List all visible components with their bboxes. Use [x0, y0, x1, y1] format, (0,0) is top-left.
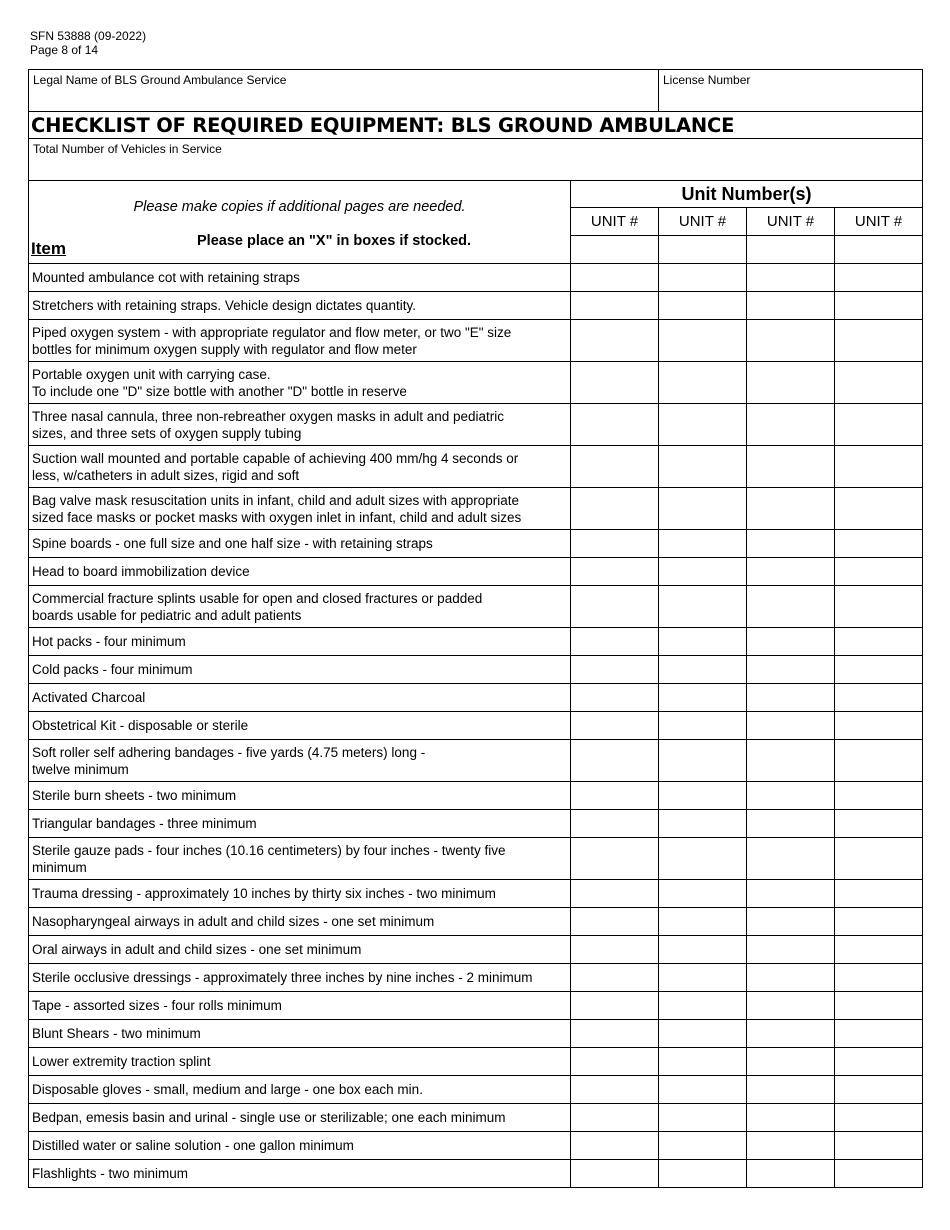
stocked-checkbox-cell[interactable]: [747, 838, 835, 880]
table-row: [29, 1132, 923, 1160]
table-row: [29, 1104, 923, 1132]
item-label-line: Oral airways in adult and child sizes - one set minimum: [32, 942, 362, 957]
equipment-table: [28, 180, 923, 1188]
stocked-checkbox-cell[interactable]: [835, 880, 923, 908]
item-label: [29, 1160, 571, 1188]
stocked-checkbox-cell[interactable]: [659, 628, 747, 656]
stocked-checkbox-cell[interactable]: [659, 488, 747, 530]
stocked-checkbox-cell[interactable]: [571, 446, 659, 488]
item-label: [29, 992, 571, 1020]
item-label-line: Hot packs - four minimum: [32, 634, 186, 649]
stocked-checkbox-cell[interactable]: [659, 838, 747, 880]
item-label: [29, 712, 571, 740]
stocked-checkbox-cell[interactable]: [659, 1020, 747, 1048]
stocked-checkbox-cell[interactable]: [659, 810, 747, 838]
stocked-checkbox-cell[interactable]: [571, 1160, 659, 1188]
item-label: [29, 936, 571, 964]
table-row: [29, 1048, 923, 1076]
stocked-checkbox-cell[interactable]: [571, 992, 659, 1020]
stocked-checkbox-cell[interactable]: [747, 712, 835, 740]
stocked-checkbox-cell[interactable]: [571, 264, 659, 292]
stocked-checkbox-cell[interactable]: [571, 1076, 659, 1104]
table-row: [29, 446, 923, 488]
item-label-line: Head to board immobilization device: [32, 564, 250, 579]
stocked-checkbox-cell[interactable]: [571, 656, 659, 684]
stocked-checkbox-cell[interactable]: [571, 908, 659, 936]
item-label: [29, 586, 571, 628]
item-label: [29, 1076, 571, 1104]
item-label-line: boards usable for pediatric and adult patients: [32, 607, 302, 623]
table-row: [29, 1076, 923, 1104]
item-label-line: Nasopharyngeal airways in adult and child sizes - one set minimum: [32, 914, 435, 929]
stocked-checkbox-cell[interactable]: [659, 446, 747, 488]
place-x-instruction: Please place an "X" in boxes if stocked.: [197, 233, 472, 249]
table-row: [29, 292, 923, 320]
stocked-checkbox-cell[interactable]: [747, 1076, 835, 1104]
stocked-checkbox-cell[interactable]: [571, 782, 659, 810]
copies-instruction: Please make copies if additional pages are needed.: [133, 199, 466, 215]
stocked-checkbox-cell[interactable]: [571, 964, 659, 992]
item-label: [29, 446, 571, 488]
stocked-checkbox-cell[interactable]: [571, 1104, 659, 1132]
stocked-checkbox-cell[interactable]: [571, 936, 659, 964]
stocked-checkbox-cell[interactable]: [659, 1132, 747, 1160]
stocked-checkbox-cell[interactable]: [835, 446, 923, 488]
form-header: [30, 29, 146, 57]
stocked-checkbox-cell[interactable]: [659, 1048, 747, 1076]
stocked-checkbox-cell[interactable]: [747, 628, 835, 656]
stocked-checkbox-cell[interactable]: [747, 320, 835, 362]
stocked-checkbox-cell[interactable]: [571, 880, 659, 908]
stocked-checkbox-cell[interactable]: [659, 992, 747, 1020]
item-label-line: Disposable gloves - small, medium and large - one box each min.: [32, 1082, 423, 1097]
stocked-checkbox-cell[interactable]: [747, 1020, 835, 1048]
item-label: [29, 782, 571, 810]
stocked-checkbox-cell[interactable]: [659, 558, 747, 586]
table-row: [29, 684, 923, 712]
stocked-checkbox-cell[interactable]: [747, 964, 835, 992]
stocked-checkbox-cell[interactable]: [747, 530, 835, 558]
item-label-line: Bedpan, emesis basin and urinal - single use or sterilizable; one each minimum: [32, 1110, 506, 1125]
stocked-checkbox-cell[interactable]: [747, 992, 835, 1020]
stocked-checkbox-cell[interactable]: [835, 656, 923, 684]
item-label-line: sized face masks or pocket masks with oxygen inlet in infant, child and adult sizes: [32, 509, 522, 525]
item-label-line: Activated Charcoal: [32, 690, 146, 705]
stocked-checkbox-cell[interactable]: [659, 684, 747, 712]
stocked-checkbox-cell[interactable]: [659, 292, 747, 320]
stocked-checkbox-cell[interactable]: [835, 586, 923, 628]
stocked-checkbox-cell[interactable]: [659, 656, 747, 684]
stocked-checkbox-cell[interactable]: [835, 488, 923, 530]
table-row: [29, 964, 923, 992]
item-label: [29, 628, 571, 656]
stocked-checkbox-cell[interactable]: [835, 320, 923, 362]
item-label: [29, 880, 571, 908]
form-id: SFN 53888 (09-2022): [30, 29, 147, 43]
table-row: [29, 712, 923, 740]
page-number: Page 8 of 14: [30, 43, 99, 57]
stocked-checkbox-cell[interactable]: [571, 628, 659, 656]
table-row: [29, 908, 923, 936]
item-label: [29, 1132, 571, 1160]
stocked-checkbox-cell[interactable]: [571, 838, 659, 880]
stocked-checkbox-cell[interactable]: [571, 684, 659, 712]
stocked-checkbox-cell[interactable]: [571, 292, 659, 320]
table-row: [29, 838, 923, 880]
item-label-line: Sterile burn sheets - two minimum: [32, 788, 237, 803]
unit-number-input[interactable]: [747, 235, 835, 263]
unit-numbers-header: Unit Number(s): [571, 181, 923, 208]
stocked-checkbox-cell[interactable]: [747, 446, 835, 488]
item-label-line: Obstetrical Kit - disposable or sterile: [32, 718, 249, 733]
item-label-line: Soft roller self adhering bandages - five yards (4.75 meters) long -: [32, 744, 426, 760]
item-label-line: Tape - assorted sizes - four rolls minimum: [32, 998, 282, 1013]
stocked-checkbox-cell[interactable]: [835, 362, 923, 404]
stocked-checkbox-cell[interactable]: [659, 908, 747, 936]
item-label-line: Spine boards - one full size and one half size - with retaining straps: [32, 536, 433, 551]
stocked-checkbox-cell[interactable]: [747, 684, 835, 712]
unit-number-input[interactable]: [835, 235, 923, 263]
item-label-line: Lower extremity traction splint: [32, 1054, 211, 1069]
stocked-checkbox-cell[interactable]: [747, 1048, 835, 1076]
stocked-checkbox-cell[interactable]: [659, 320, 747, 362]
table-row: [29, 880, 923, 908]
item-label: [29, 740, 571, 782]
stocked-checkbox-cell[interactable]: [747, 558, 835, 586]
item-label: [29, 810, 571, 838]
item-label-line: Mounted ambulance cot with retaining straps: [32, 270, 300, 285]
stocked-checkbox-cell[interactable]: [659, 264, 747, 292]
stocked-checkbox-cell[interactable]: [571, 530, 659, 558]
item-label-line: Cold packs - four minimum: [32, 662, 193, 677]
item-label: [29, 320, 571, 362]
unit-column-label: UNIT #: [835, 208, 923, 235]
stocked-checkbox-cell[interactable]: [835, 810, 923, 838]
item-label-line: Bag valve mask resuscitation units in infant, child and adult sizes with appropriate: [32, 492, 520, 508]
item-label-line: Piped oxygen system - with appropriate regulator and flow meter, or two "E" size: [32, 324, 512, 340]
stocked-checkbox-cell[interactable]: [747, 404, 835, 446]
unit-number-input[interactable]: [659, 235, 747, 263]
stocked-checkbox-cell[interactable]: [659, 964, 747, 992]
item-label: [29, 292, 571, 320]
stocked-checkbox-cell[interactable]: [835, 628, 923, 656]
item-label: [29, 908, 571, 936]
item-label: [29, 964, 571, 992]
item-label-line: sizes, and three sets of oxygen supply tubing: [32, 425, 302, 441]
stocked-checkbox-cell[interactable]: [835, 1048, 923, 1076]
legal-name-field[interactable]: [29, 70, 659, 112]
stocked-checkbox-cell[interactable]: [835, 292, 923, 320]
item-label-line: Sterile occlusive dressings - approximately three inches by nine inches - 2 minimum: [32, 970, 533, 985]
table-row: [29, 810, 923, 838]
stocked-checkbox-cell[interactable]: [835, 1020, 923, 1048]
stocked-checkbox-cell[interactable]: [835, 530, 923, 558]
stocked-checkbox-cell[interactable]: [571, 1020, 659, 1048]
item-label-line: Sterile gauze pads - four inches (10.16 centimeters) by four inches - twenty five: [32, 842, 506, 858]
unit-column-label: UNIT #: [747, 208, 835, 235]
stocked-checkbox-cell[interactable]: [571, 712, 659, 740]
stocked-checkbox-cell[interactable]: [747, 908, 835, 936]
total-vehicles-label: Total Number of Vehicles in Service: [33, 142, 222, 156]
item-label: [29, 1104, 571, 1132]
item-label-line: twelve minimum: [32, 761, 129, 777]
stocked-checkbox-cell[interactable]: [747, 656, 835, 684]
table-row: [29, 628, 923, 656]
item-label-line: To include one "D" size bottle with another "D" bottle in reserve: [32, 383, 407, 399]
stocked-checkbox-cell[interactable]: [835, 684, 923, 712]
table-row: [29, 1020, 923, 1048]
legal-name-label: Legal Name of BLS Ground Ambulance Service: [33, 73, 287, 87]
stocked-checkbox-cell[interactable]: [659, 530, 747, 558]
stocked-checkbox-cell[interactable]: [659, 586, 747, 628]
stocked-checkbox-cell[interactable]: [747, 740, 835, 782]
item-header-cell: [29, 181, 571, 264]
table-row: [29, 320, 923, 362]
stocked-checkbox-cell[interactable]: [747, 936, 835, 964]
stocked-checkbox-cell[interactable]: [571, 488, 659, 530]
item-label: [29, 488, 571, 530]
stocked-checkbox-cell[interactable]: [835, 908, 923, 936]
item-label-line: Suction wall mounted and portable capable of achieving 400 mm/hg 4 seconds or: [32, 450, 519, 466]
stocked-checkbox-cell[interactable]: [747, 292, 835, 320]
stocked-checkbox-cell[interactable]: [747, 810, 835, 838]
stocked-checkbox-cell[interactable]: [835, 264, 923, 292]
item-label: [29, 558, 571, 586]
item-label-line: bottles for minimum oxygen supply with regulator and flow meter: [32, 341, 417, 357]
stocked-checkbox-cell[interactable]: [835, 1132, 923, 1160]
stocked-checkbox-cell[interactable]: [747, 1104, 835, 1132]
table-row: [29, 362, 923, 404]
stocked-checkbox-cell[interactable]: [659, 712, 747, 740]
stocked-checkbox-cell[interactable]: [659, 362, 747, 404]
table-row: [29, 488, 923, 530]
item-label-line: Trauma dressing - approximately 10 inches by thirty six inches - two minimum: [32, 886, 496, 901]
license-number-label: License Number: [663, 73, 751, 87]
table-row: [29, 992, 923, 1020]
form-frame: [28, 69, 922, 1188]
stocked-checkbox-cell[interactable]: [747, 586, 835, 628]
stocked-checkbox-cell[interactable]: [747, 782, 835, 810]
unit-number-input[interactable]: [571, 235, 659, 263]
header-table: [28, 69, 923, 181]
table-row: [29, 264, 923, 292]
table-row: [29, 740, 923, 782]
stocked-checkbox-cell[interactable]: [571, 740, 659, 782]
stocked-checkbox-cell[interactable]: [659, 1104, 747, 1132]
stocked-checkbox-cell[interactable]: [659, 880, 747, 908]
stocked-checkbox-cell[interactable]: [835, 1160, 923, 1188]
stocked-checkbox-cell[interactable]: [747, 1160, 835, 1188]
stocked-checkbox-cell[interactable]: [835, 936, 923, 964]
stocked-checkbox-cell[interactable]: [571, 1048, 659, 1076]
table-row: [29, 404, 923, 446]
stocked-checkbox-cell[interactable]: [835, 964, 923, 992]
item-label: [29, 684, 571, 712]
stocked-checkbox-cell[interactable]: [835, 558, 923, 586]
stocked-checkbox-cell[interactable]: [571, 404, 659, 446]
unit-column-label: UNIT #: [659, 208, 747, 235]
item-label: [29, 404, 571, 446]
table-row: [29, 530, 923, 558]
table-row: [29, 782, 923, 810]
stocked-checkbox-cell[interactable]: [747, 362, 835, 404]
table-row: [29, 586, 923, 628]
item-column-header: Item: [31, 239, 66, 258]
stocked-checkbox-cell[interactable]: [747, 1132, 835, 1160]
item-label: [29, 1020, 571, 1048]
item-label-line: Portable oxygen unit with carrying case.: [32, 366, 271, 382]
stocked-checkbox-cell[interactable]: [747, 880, 835, 908]
stocked-checkbox-cell[interactable]: [835, 838, 923, 880]
item-label: [29, 656, 571, 684]
stocked-checkbox-cell[interactable]: [571, 320, 659, 362]
stocked-checkbox-cell[interactable]: [659, 740, 747, 782]
item-label-line: Three nasal cannula, three non-rebreather oxygen masks in adult and pediatric: [32, 408, 505, 424]
stocked-checkbox-cell[interactable]: [747, 264, 835, 292]
table-row: [29, 558, 923, 586]
stocked-checkbox-cell[interactable]: [835, 404, 923, 446]
page-title: CHECKLIST OF REQUIRED EQUIPMENT: BLS GROUND AMBULANCE: [29, 112, 923, 139]
stocked-checkbox-cell[interactable]: [571, 810, 659, 838]
stocked-checkbox-cell[interactable]: [571, 586, 659, 628]
stocked-checkbox-cell[interactable]: [571, 558, 659, 586]
stocked-checkbox-cell[interactable]: [659, 1160, 747, 1188]
stocked-checkbox-cell[interactable]: [835, 992, 923, 1020]
item-label-line: Flashlights - two minimum: [32, 1166, 189, 1181]
stocked-checkbox-cell[interactable]: [659, 936, 747, 964]
item-label: [29, 838, 571, 880]
license-number-field[interactable]: [659, 70, 923, 112]
item-label-line: Stretchers with retaining straps. Vehicle design dictates quantity.: [32, 298, 416, 313]
table-row: [29, 936, 923, 964]
item-label-line: Triangular bandages - three minimum: [32, 816, 257, 831]
item-label-line: Distilled water or saline solution - one gallon minimum: [32, 1138, 354, 1153]
stocked-checkbox-cell[interactable]: [747, 488, 835, 530]
item-label-line: Commercial fracture splints usable for open and closed fractures or padded: [32, 590, 483, 606]
stocked-checkbox-cell[interactable]: [659, 1076, 747, 1104]
stocked-checkbox-cell[interactable]: [835, 740, 923, 782]
table-row: [29, 656, 923, 684]
total-vehicles-field[interactable]: [29, 139, 923, 181]
stocked-checkbox-cell[interactable]: [835, 782, 923, 810]
stocked-checkbox-cell[interactable]: [571, 1132, 659, 1160]
stocked-checkbox-cell[interactable]: [835, 712, 923, 740]
item-label: [29, 1048, 571, 1076]
item-label: [29, 264, 571, 292]
unit-column-label: UNIT #: [571, 208, 659, 235]
stocked-checkbox-cell[interactable]: [835, 1076, 923, 1104]
item-label-line: Blunt Shears - two minimum: [32, 1026, 201, 1041]
stocked-checkbox-cell[interactable]: [571, 362, 659, 404]
stocked-checkbox-cell[interactable]: [835, 1104, 923, 1132]
item-label-line: less, w/catheters in adult sizes, rigid and soft: [32, 467, 300, 483]
table-row: [29, 1160, 923, 1188]
stocked-checkbox-cell[interactable]: [659, 404, 747, 446]
item-label-line: minimum: [32, 859, 87, 875]
item-label: [29, 362, 571, 404]
item-label: [29, 530, 571, 558]
stocked-checkbox-cell[interactable]: [659, 782, 747, 810]
